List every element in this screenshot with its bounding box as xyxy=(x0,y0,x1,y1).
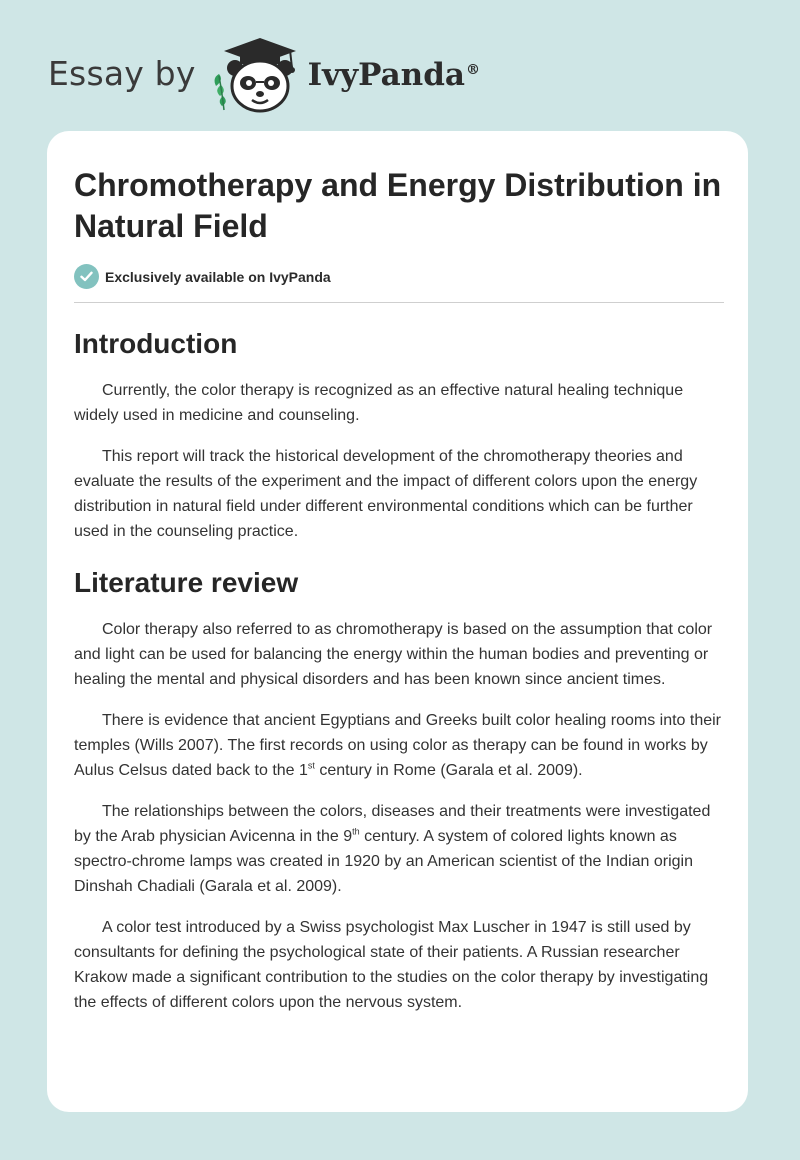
check-icon xyxy=(74,264,99,289)
paragraph: Color therapy also referred to as chromotherapy is based on the assumption that color and light can be used for balancing the energy within the human bodies and preventing or healing the mental and physical disorders and has been known since ancient times. xyxy=(74,621,713,688)
section-heading-introduction: Introduction xyxy=(74,328,238,359)
paragraph: Currently, the color therapy is recognized as an effective natural healing technique widely used in medicine and counseling. xyxy=(74,382,684,424)
ordinal-suffix: st xyxy=(307,760,315,771)
introduction-body xyxy=(74,378,724,544)
paragraph: The relationships between the colors, diseases and their treatments were investigated by the Arab physician Avicenna in the 9th century. A system of colored lights known as spectro-chrome lamps was created in 1920 by an American scientist of the Indian origin Dinshah Chadiali (Garala et al. 2009). xyxy=(74,803,711,895)
paragraph: This report will track the historical development of the chromotherapy theories and evaluate the results of the experiment and the impact of different colors upon the energy distribution in natural field under different environmental conditions which can be further used in the counseling practice. xyxy=(74,448,698,540)
section-heading-literature-review: Literature review xyxy=(74,567,299,598)
exclusive-badge xyxy=(74,264,724,289)
essay-card xyxy=(47,131,748,1112)
brand-header xyxy=(48,34,480,114)
brand-name[interactable]: IvyPanda® xyxy=(307,57,480,93)
essay-title: Chromotherapy and Energy Distribution in Natural Field xyxy=(74,167,722,244)
exclusive-label: Exclusively available on IvyPanda xyxy=(105,268,331,285)
ordinal-suffix: th xyxy=(352,826,360,837)
paragraph: There is evidence that ancient Egyptians and Greeks built color healing rooms into their temples (Wills 2007). The first records on using color as therapy can be found in works by Aulus Celsus dated back to the 1st century in Rome (Garala et al. 2009). xyxy=(74,712,722,779)
graduation-panda-icon[interactable] xyxy=(210,34,302,114)
paragraph: A color test introduced by a Swiss psychologist Max Luscher in 1947 is still used by consultants for defining the psychological state of their patients. A Russian researcher Krakow made a significant contribution to the studies on the color therapy by investigating the effects of different colors upon the nervous system. xyxy=(74,919,709,1011)
divider xyxy=(74,302,724,303)
essay-content xyxy=(74,165,724,1015)
registered-mark: ® xyxy=(465,61,480,78)
brand-prefix: Essay by xyxy=(48,53,196,93)
literature-review-body xyxy=(74,617,724,1015)
